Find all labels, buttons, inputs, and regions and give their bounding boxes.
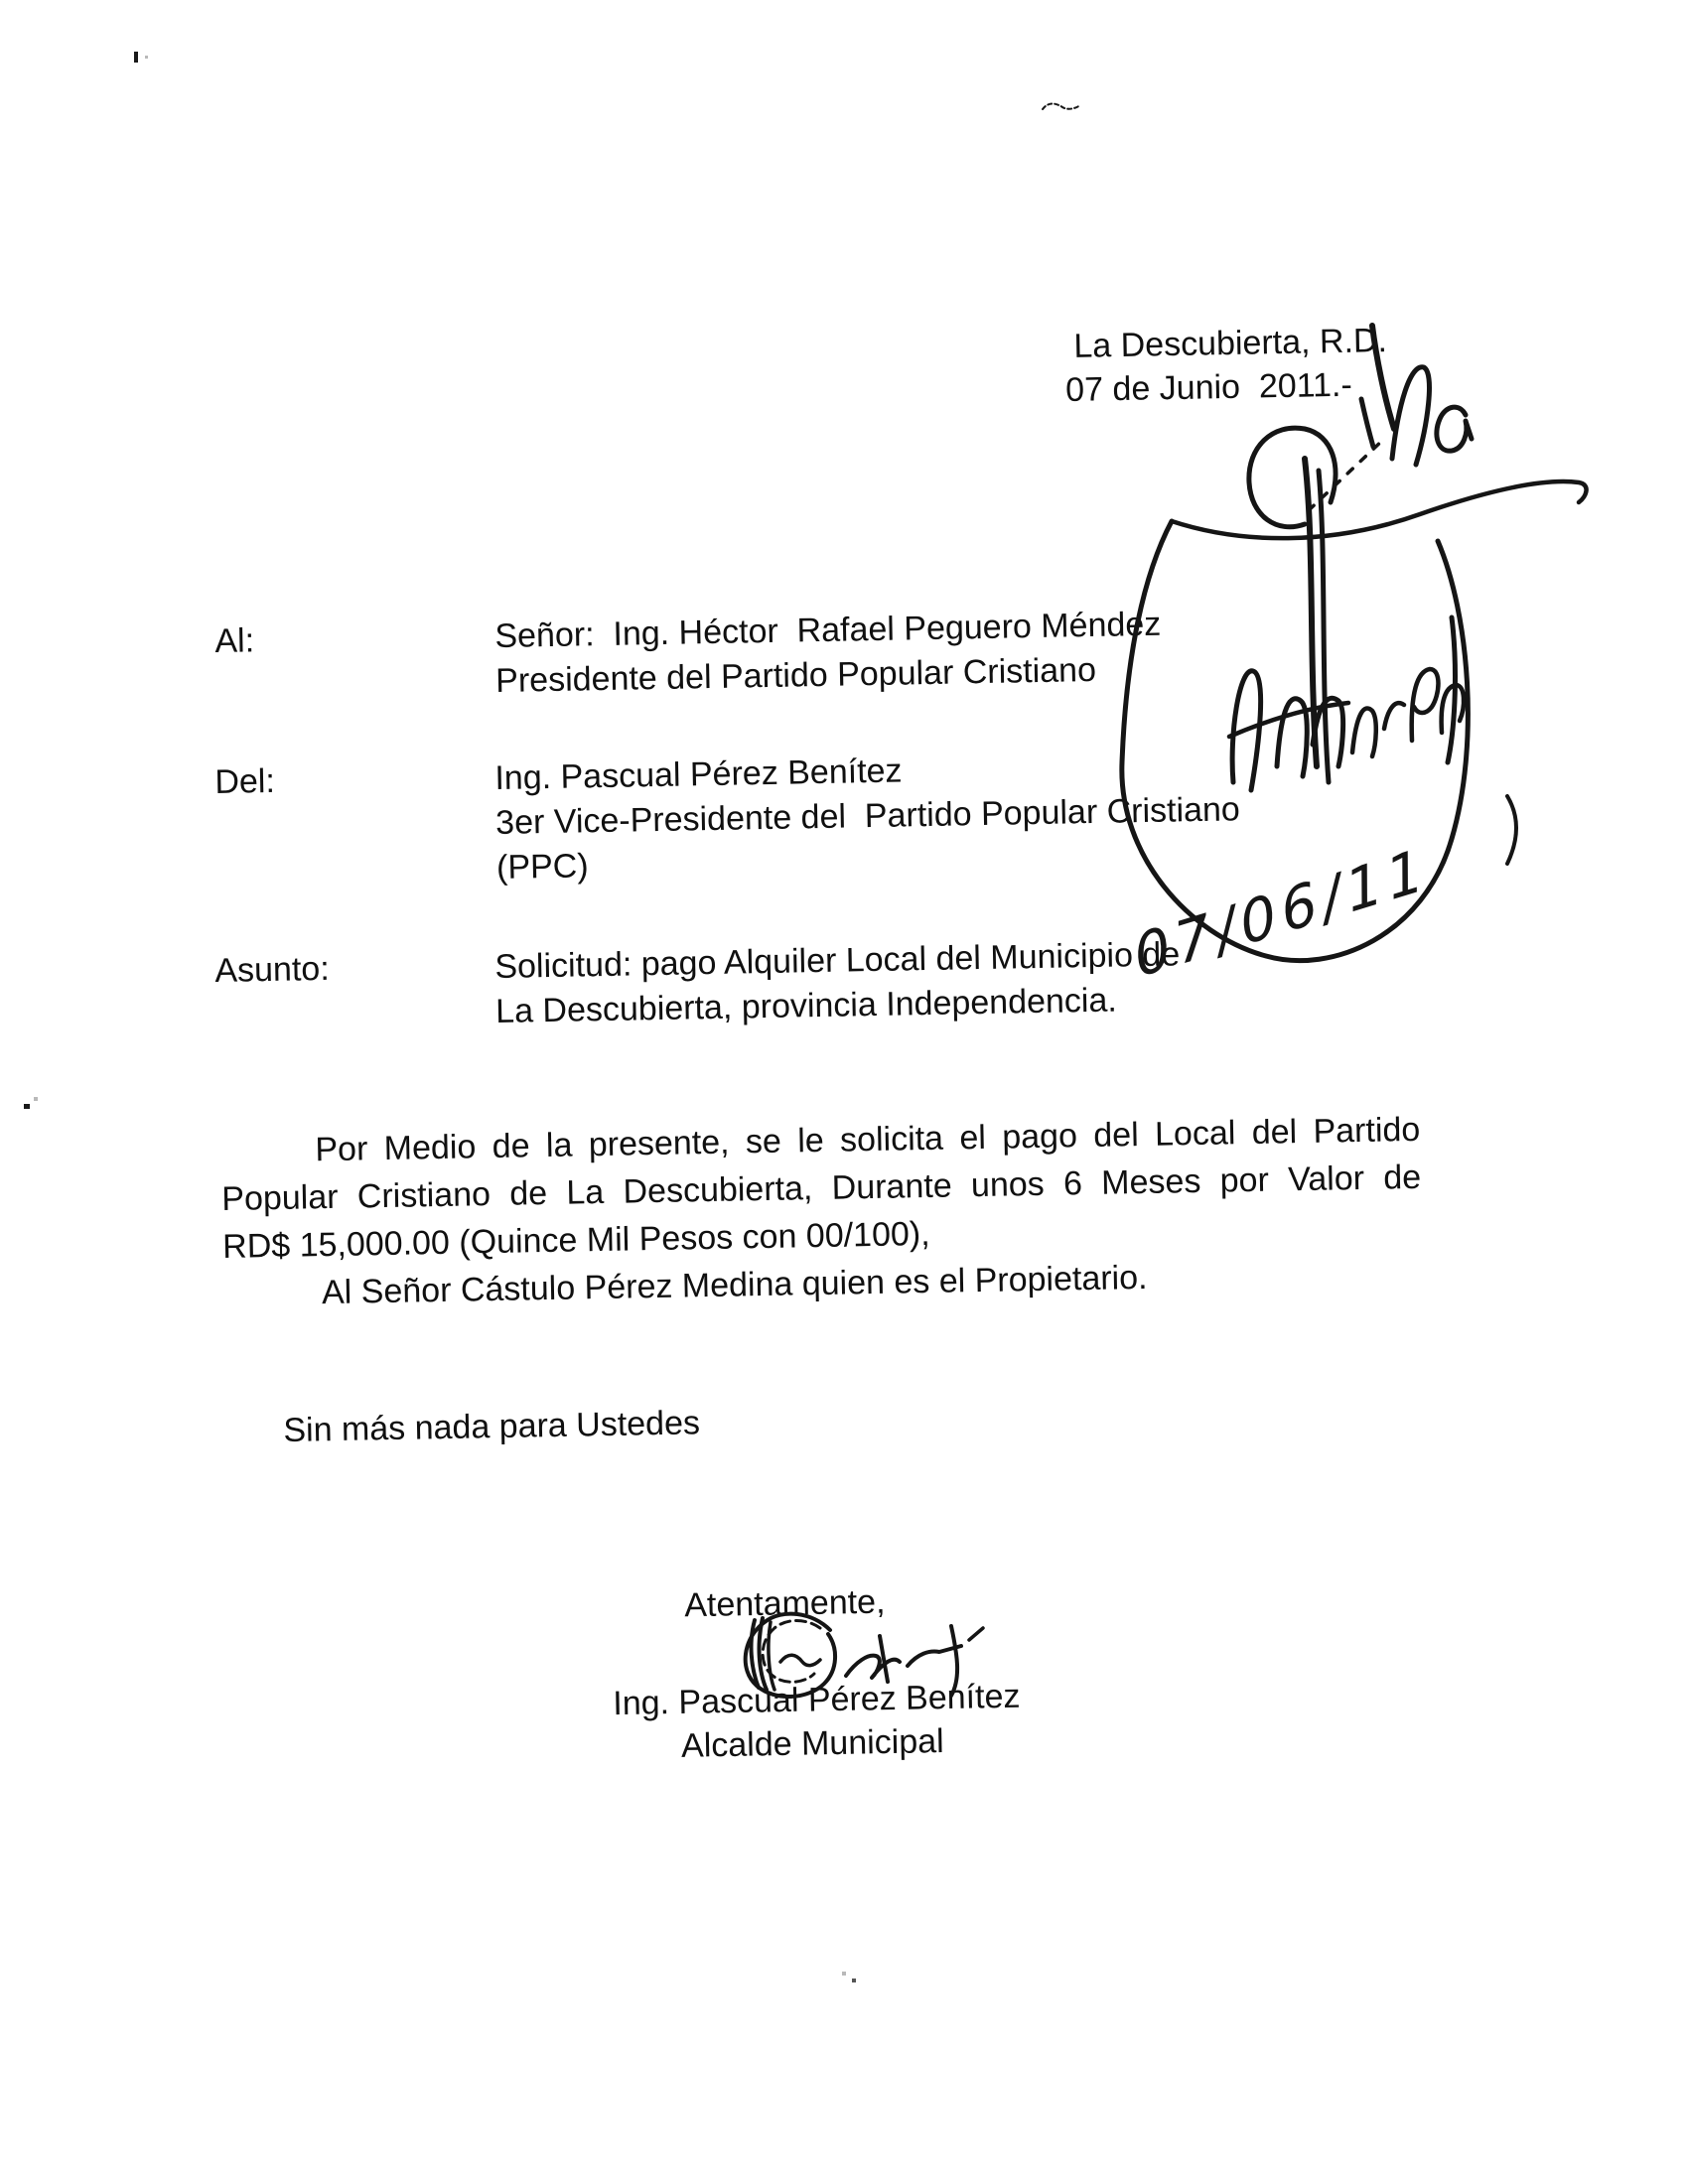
sender-label: Del: <box>214 761 276 801</box>
scan-artifact <box>34 1097 38 1101</box>
subject-line: La Descubierta, provincia Independencia. <box>494 981 1118 1030</box>
closing-salutation: Atentamente, <box>683 1582 886 1625</box>
farewell-line: Sin más nada para Ustedes <box>283 1404 701 1449</box>
sender-line: 3er Vice-Presidente del Partido Popular Cristiano <box>494 790 1241 842</box>
scan-artifact <box>145 56 148 59</box>
body-line: Popular Cristiano de La Descubierta, Durante unos 6 Meses por Valor de <box>220 1158 1422 1218</box>
subject-block <box>494 932 1181 1034</box>
recipient-line: Señor: Ing. Héctor Rafael Peguero Méndez <box>494 605 1162 655</box>
subject-line: Solicitud: pago Alquiler Local del Municipio de <box>494 935 1181 986</box>
recipient-block <box>494 603 1162 704</box>
closing-signer-title: Alcalde Municipal <box>680 1721 944 1765</box>
signature-tick <box>1507 796 1516 864</box>
closing-signer-name: Ing. Pascual Pérez Benítez <box>612 1677 1021 1723</box>
sender-line: (PPC) <box>495 847 589 887</box>
scan-artifact <box>842 1972 846 1976</box>
recipient-line: Presidente del Partido Popular Cristiano <box>494 650 1097 700</box>
scan-artifact <box>134 52 138 63</box>
scan-artifact <box>852 1979 856 1982</box>
signature-scribble <box>1229 326 1472 790</box>
closing-signature-scribble <box>746 1614 983 1697</box>
dateline-date: 07 de Junio 2011.- <box>1064 365 1353 409</box>
handwritten-date: 07/06/11 <box>1128 834 1435 991</box>
body-line: RD$ 15,000.00 (Quince Mil Pesos con 00/100), <box>221 1214 930 1266</box>
circled-signature-annotation <box>1082 308 1638 1003</box>
sender-line: Ing. Pascual Pérez Benítez <box>494 751 903 797</box>
body-line: Al Señor Cástulo Pérez Medina quien es el Propietario. <box>321 1258 1148 1312</box>
closing-signature <box>695 1578 1053 1717</box>
subject-label: Asunto: <box>214 949 331 990</box>
body-paragraph <box>220 1106 1423 1318</box>
body-line: Por Medio de la presente, se le solicita el pago del Local del Partido <box>315 1110 1421 1169</box>
scan-artifact <box>24 1104 30 1109</box>
scan-artifact-squiggle <box>1041 97 1084 119</box>
recipient-label: Al: <box>214 621 255 660</box>
dateline-place: La Descubierta, R.D. <box>1073 322 1388 365</box>
